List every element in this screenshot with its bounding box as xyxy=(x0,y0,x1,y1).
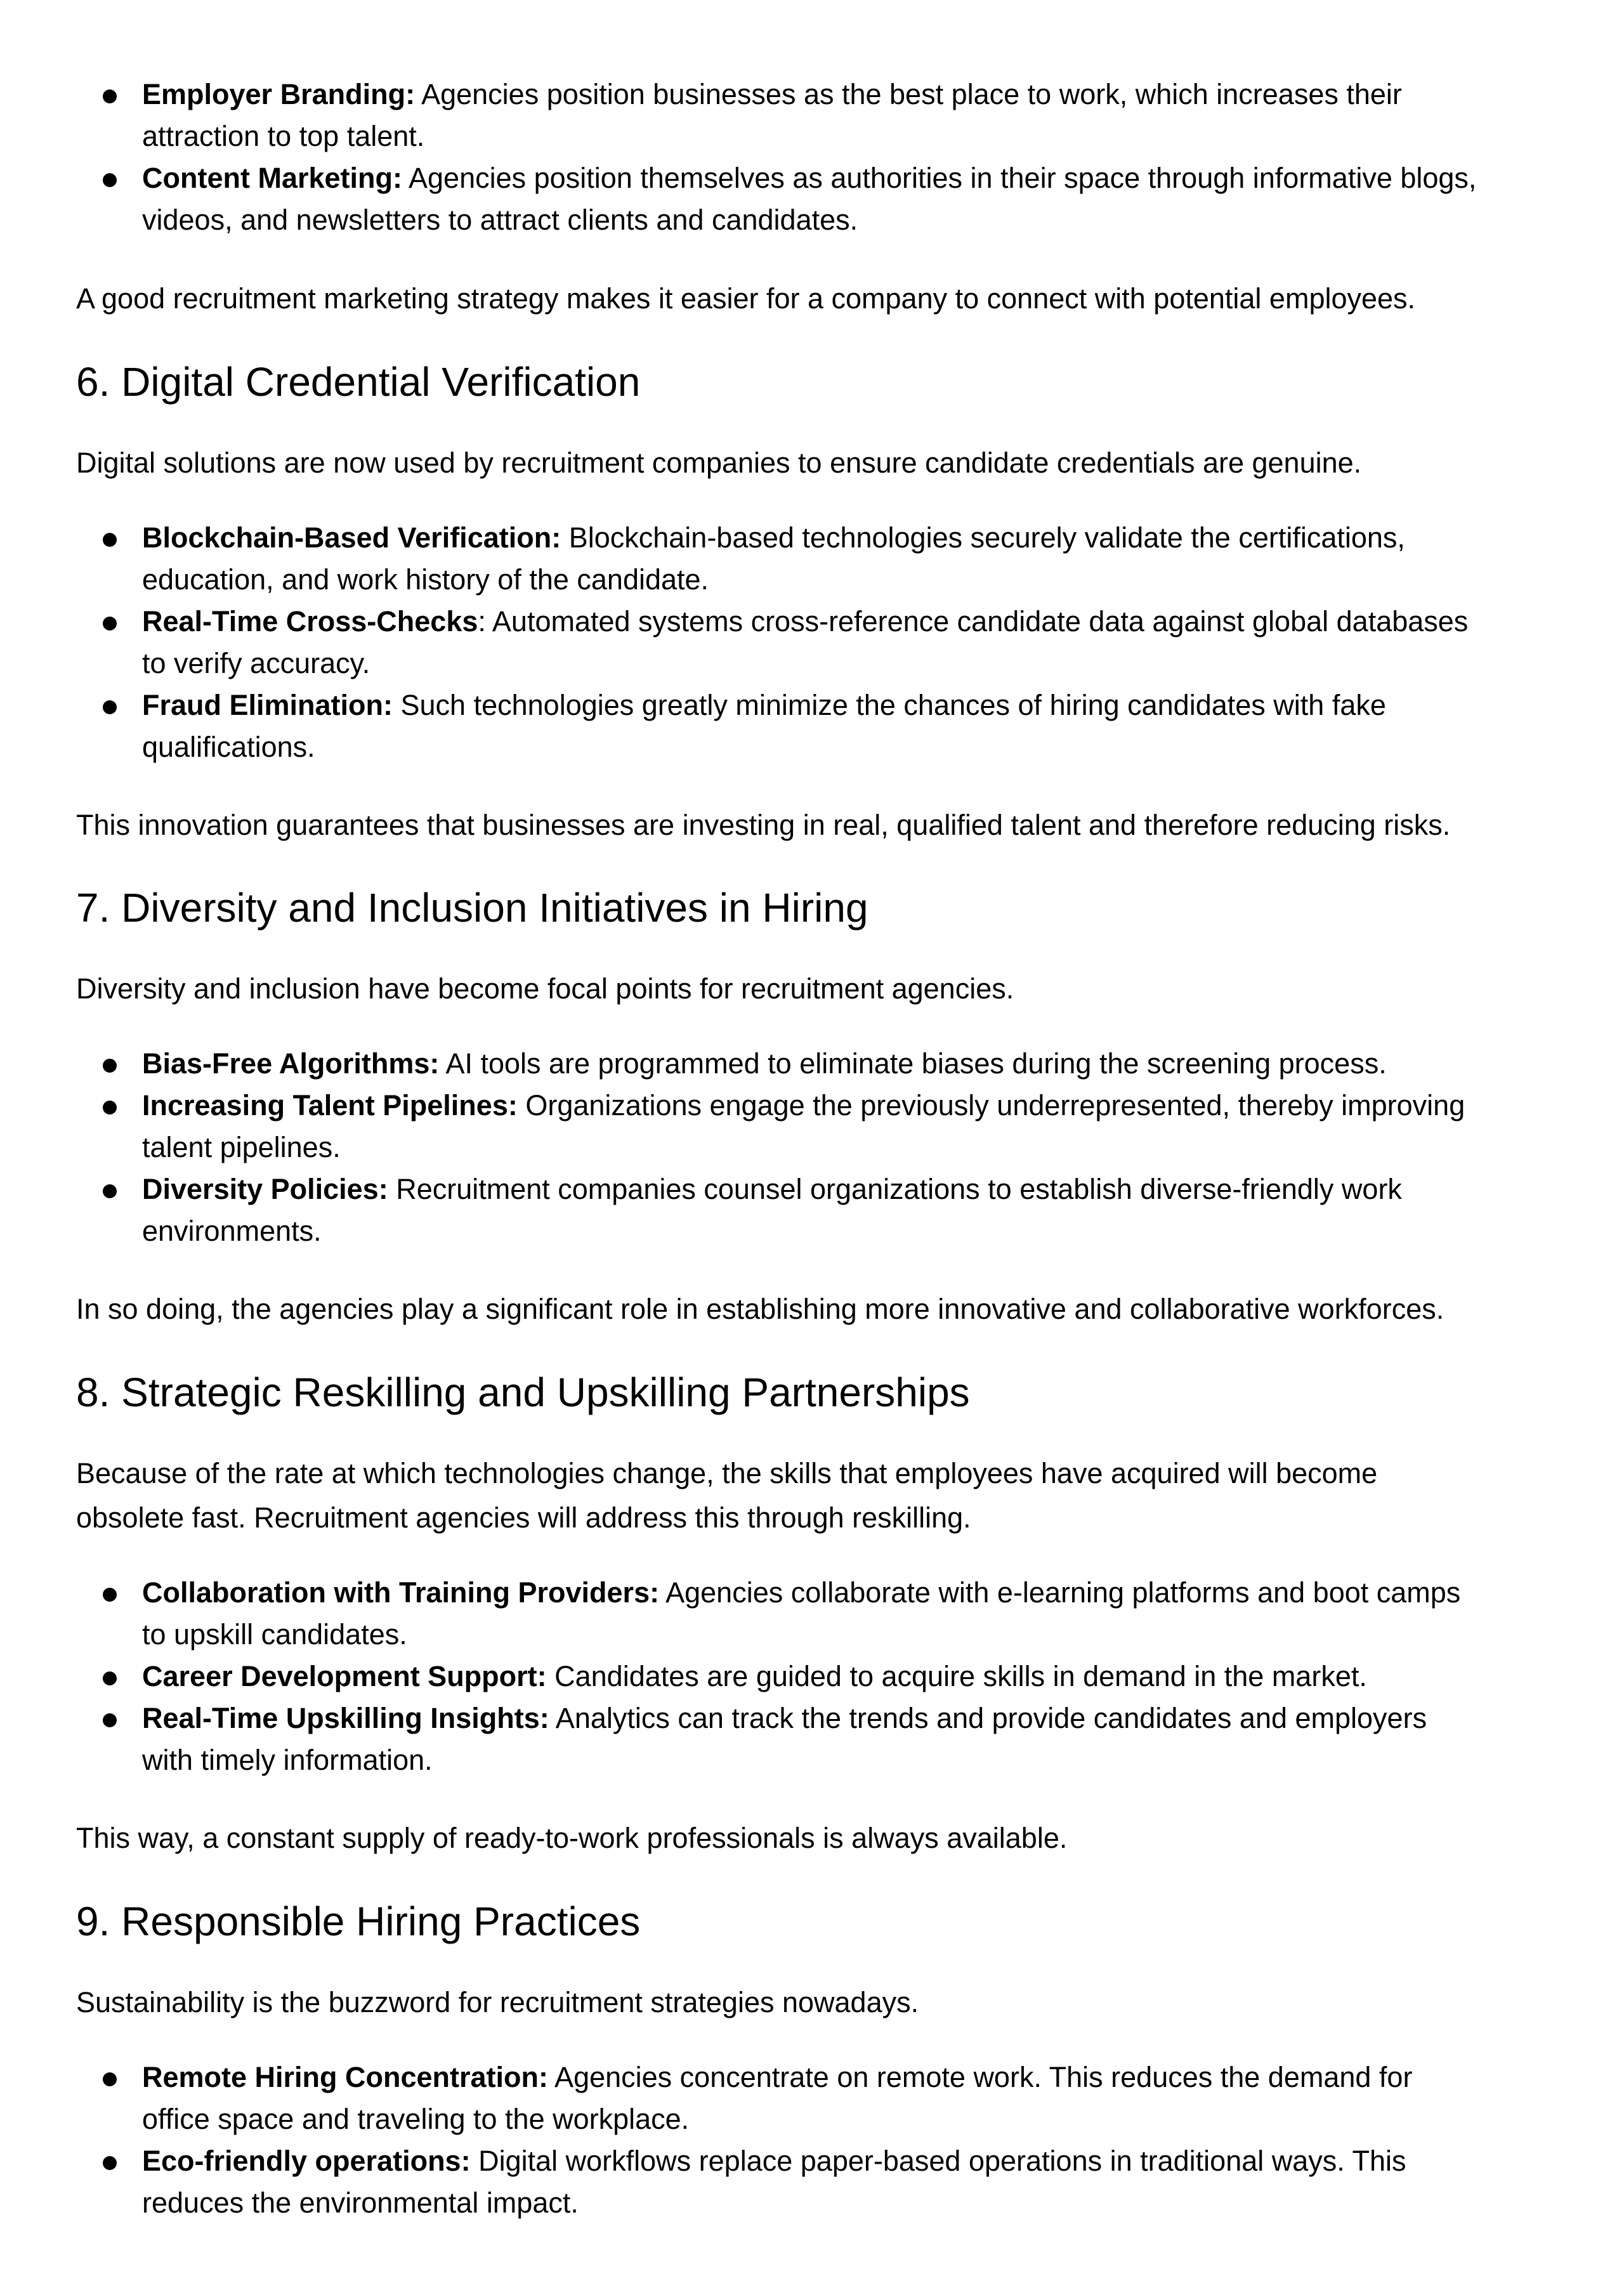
list-item xyxy=(0,517,1563,601)
bullet-list xyxy=(0,74,1563,241)
bullet-icon xyxy=(103,2072,117,2086)
bullet-icon xyxy=(103,89,117,103)
paragraph: Diversity and inclusion have become focal points for recruitment agencies. xyxy=(76,972,1014,1005)
bullet-list xyxy=(0,1043,1563,1252)
list-item-term: Collaboration with Training Providers: xyxy=(142,1576,660,1609)
list-item xyxy=(0,1085,1563,1168)
list-item xyxy=(0,74,1563,157)
list-item-text: Agencies position businesses as the best place to work, which increases their xyxy=(415,78,1402,110)
list-item-text: attraction to top talent. xyxy=(142,120,425,152)
paragraph: In so doing, the agencies play a significant role in establishing more innovative and collaborative workforces. xyxy=(76,1293,1444,1325)
list-item-term: Fraud Elimination: xyxy=(142,689,393,721)
bullet-icon xyxy=(103,1671,117,1685)
list-item-text: AI tools are programmed to eliminate biases during the screening process. xyxy=(439,1047,1387,1080)
bullet-icon xyxy=(103,700,117,714)
bullet-icon xyxy=(103,1588,117,1602)
paragraph-line: obsolete fast. Recruitment agencies will address this through reskilling. xyxy=(76,1501,971,1534)
list-item-term: Career Development Support: xyxy=(142,1660,547,1692)
paragraph: Digital solutions are now used by recruitment companies to ensure candidate credentials are genuine. xyxy=(76,447,1362,479)
bullet-list xyxy=(0,2056,1563,2224)
section-heading: 7. Diversity and Inclusion Initiatives in Hiring xyxy=(76,885,868,931)
list-item-text: education, and work history of the candidate. xyxy=(142,563,709,596)
list-item-text: Organizations engage the previously underrepresented, thereby improving xyxy=(517,1089,1465,1121)
paragraph: This way, a constant supply of ready-to-work professionals is always available. xyxy=(76,1822,1068,1854)
bullet-icon xyxy=(103,173,117,187)
list-item xyxy=(0,1043,1563,1085)
list-item-term: Diversity Policies: xyxy=(142,1173,388,1205)
paragraph: A good recruitment marketing strategy makes it easier for a company to connect with potential employees. xyxy=(76,282,1416,315)
bullet-list xyxy=(0,1572,1563,1781)
list-item-text: qualifications. xyxy=(142,731,315,763)
bullet-list xyxy=(0,517,1563,768)
section-heading: 8. Strategic Reskilling and Upskilling Partnerships xyxy=(76,1370,970,1415)
list-item-term: Increasing Talent Pipelines: xyxy=(142,1089,518,1121)
list-item-term: Real-Time Cross-Checks xyxy=(142,605,478,638)
list-item xyxy=(0,157,1563,241)
list-item-text: : Automated systems cross-reference candidate data against global databases xyxy=(478,605,1469,638)
list-item-text: Recruitment companies counsel organizations to establish diverse-friendly work xyxy=(388,1173,1402,1205)
list-item-term: Blockchain-Based Verification: xyxy=(142,521,561,554)
list-item-text: environments. xyxy=(142,1215,322,1247)
list-item xyxy=(0,1572,1563,1656)
list-item-text: Agencies collaborate with e-learning platforms and boot camps xyxy=(659,1576,1461,1609)
list-item-text: reduces the environmental impact. xyxy=(142,2187,579,2219)
list-item xyxy=(0,2140,1563,2224)
list-item xyxy=(0,1697,1563,1781)
list-item-term: Eco-friendly operations: xyxy=(142,2145,471,2177)
list-item-text: office space and traveling to the workplace. xyxy=(142,2103,690,2135)
bullet-icon xyxy=(103,533,117,547)
list-item-term: Employer Branding: xyxy=(142,78,416,110)
list-item-term: Real-Time Upskilling Insights: xyxy=(142,1702,549,1734)
list-item-text: to verify accuracy. xyxy=(142,647,370,679)
list-item-term: Content Marketing: xyxy=(142,162,402,194)
list-item xyxy=(0,601,1563,684)
list-item xyxy=(0,1168,1563,1252)
paragraph: Sustainability is the buzzword for recruitment strategies nowadays. xyxy=(76,1986,919,2018)
section-heading: 9. Responsible Hiring Practices xyxy=(76,1899,641,1944)
list-item xyxy=(0,684,1563,768)
bullet-icon xyxy=(103,1059,117,1073)
list-item-text: Digital workflows replace paper-based operations in traditional ways. This xyxy=(470,2145,1406,2177)
list-item-text: Blockchain-based technologies securely validate the certifications, xyxy=(561,521,1405,554)
list-item xyxy=(0,1656,1563,1697)
paragraph: This innovation guarantees that businesses are investing in real, qualified talent and therefore reducing risks. xyxy=(76,809,1451,841)
paragraph xyxy=(76,1451,1561,1540)
bullet-icon xyxy=(103,1101,117,1115)
list-item-text: Agencies concentrate on remote work. This reduces the demand for xyxy=(548,2061,1413,2093)
section-heading: 6. Digital Credential Verification xyxy=(76,359,641,405)
list-item-text: Analytics can track the trends and provide candidates and employers xyxy=(549,1702,1427,1734)
bullet-icon xyxy=(103,617,117,631)
list-item-text: to upskill candidates. xyxy=(142,1618,407,1651)
list-item-text: with timely information. xyxy=(142,1744,433,1776)
list-item-text: talent pipelines. xyxy=(142,1131,341,1163)
paragraph-line: Because of the rate at which technologies change, the skills that employees have acquired will become xyxy=(76,1457,1378,1489)
list-item-text: Such technologies greatly minimize the chances of hiring candidates with fake xyxy=(393,689,1386,721)
bullet-icon xyxy=(103,1713,117,1727)
list-item-text: videos, and newsletters to attract clients and candidates. xyxy=(142,204,858,236)
bullet-icon xyxy=(103,1184,117,1198)
list-item-term: Bias-Free Algorithms: xyxy=(142,1047,440,1080)
list-item-text: Candidates are guided to acquire skills in demand in the market. xyxy=(546,1660,1367,1692)
list-item-term: Remote Hiring Concentration: xyxy=(142,2061,549,2093)
bullet-icon xyxy=(103,2156,117,2170)
list-item-text: Agencies position themselves as authorities in their space through informative blogs, xyxy=(402,162,1477,194)
list-item xyxy=(0,2056,1563,2140)
